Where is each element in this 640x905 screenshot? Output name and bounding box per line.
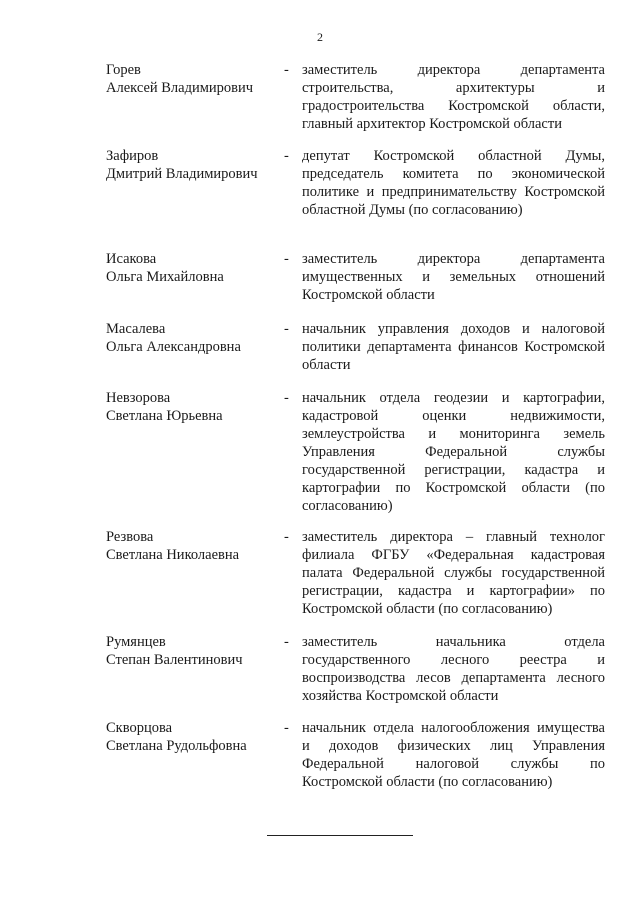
surname: Румянцев bbox=[106, 634, 166, 650]
person-name bbox=[106, 633, 276, 669]
surname: Исакова bbox=[106, 251, 157, 267]
dash-separator: - bbox=[284, 148, 289, 164]
person-name bbox=[106, 61, 276, 97]
dash-separator: - bbox=[284, 321, 289, 337]
given-names: Степан Валентинович bbox=[106, 652, 243, 668]
position-description: начальник управления доходов и налоговой политики департамента финансов Костромской области bbox=[302, 321, 605, 373]
person-name bbox=[106, 147, 276, 183]
position-description: заместитель директора – главный технолог филиала ФГБУ «Федеральная кадастровая палата Федеральной службы государственной регистрации, кадастра и картографии» по Костромской области (по согласованию) bbox=[302, 529, 605, 617]
surname: Горев bbox=[106, 62, 141, 78]
given-names: Светлана Юрьевна bbox=[106, 408, 223, 424]
dash-separator: - bbox=[284, 251, 289, 267]
surname: Зафиров bbox=[106, 148, 159, 164]
position-description: заместитель начальника отдела государственного лесного реестра и воспроизводства лесов департамента лесного хозяйства Костромской области bbox=[302, 634, 605, 704]
surname: Масалева bbox=[106, 321, 166, 337]
position-description: заместитель директора департамента строительства, архитектуры и градостроительства Костромской области, главный архитектор Костромской области bbox=[302, 62, 605, 132]
surname: Резвова bbox=[106, 529, 154, 545]
dash-separator: - bbox=[284, 634, 289, 650]
position-description: начальник отдела геодезии и картографии, кадастровой оценки недвижимости, землеустройства и мониторинга земель Управления Федеральной службы государственной регистрации, кадастра и картографии по Костромской области (по согласованию) bbox=[302, 390, 605, 514]
person-name bbox=[106, 528, 276, 564]
person-name bbox=[106, 719, 276, 755]
closing-divider bbox=[267, 835, 413, 836]
position-description: начальник отдела налогообложения имущества и доходов физических лиц Управления Федеральной налоговой службы по Костромской области (по согласованию) bbox=[302, 720, 605, 790]
given-names: Алексей Владимирович bbox=[106, 80, 254, 96]
given-names: Светлана Рудольфовна bbox=[106, 738, 247, 754]
dash-separator: - bbox=[284, 62, 289, 78]
dash-separator: - bbox=[284, 390, 289, 406]
page-number: 2 bbox=[317, 30, 323, 44]
position-description: депутат Костромской областной Думы, председатель комитета по экономической политике и предпринимательству Костромской областной Думы (по согласованию) bbox=[302, 148, 605, 218]
person-name bbox=[106, 250, 276, 286]
position-description: заместитель директора департамента имущественных и земельных отношений Костромской области bbox=[302, 251, 605, 303]
given-names: Ольга Александровна bbox=[106, 339, 241, 355]
given-names: Светлана Николаевна bbox=[106, 547, 240, 563]
given-names: Дмитрий Владимирович bbox=[106, 166, 258, 182]
person-name bbox=[106, 389, 276, 425]
dash-separator: - bbox=[284, 529, 289, 545]
person-name bbox=[106, 320, 276, 356]
surname: Скворцова bbox=[106, 720, 173, 736]
surname: Невзорова bbox=[106, 390, 171, 406]
given-names: Ольга Михайловна bbox=[106, 269, 224, 285]
dash-separator: - bbox=[284, 720, 289, 736]
